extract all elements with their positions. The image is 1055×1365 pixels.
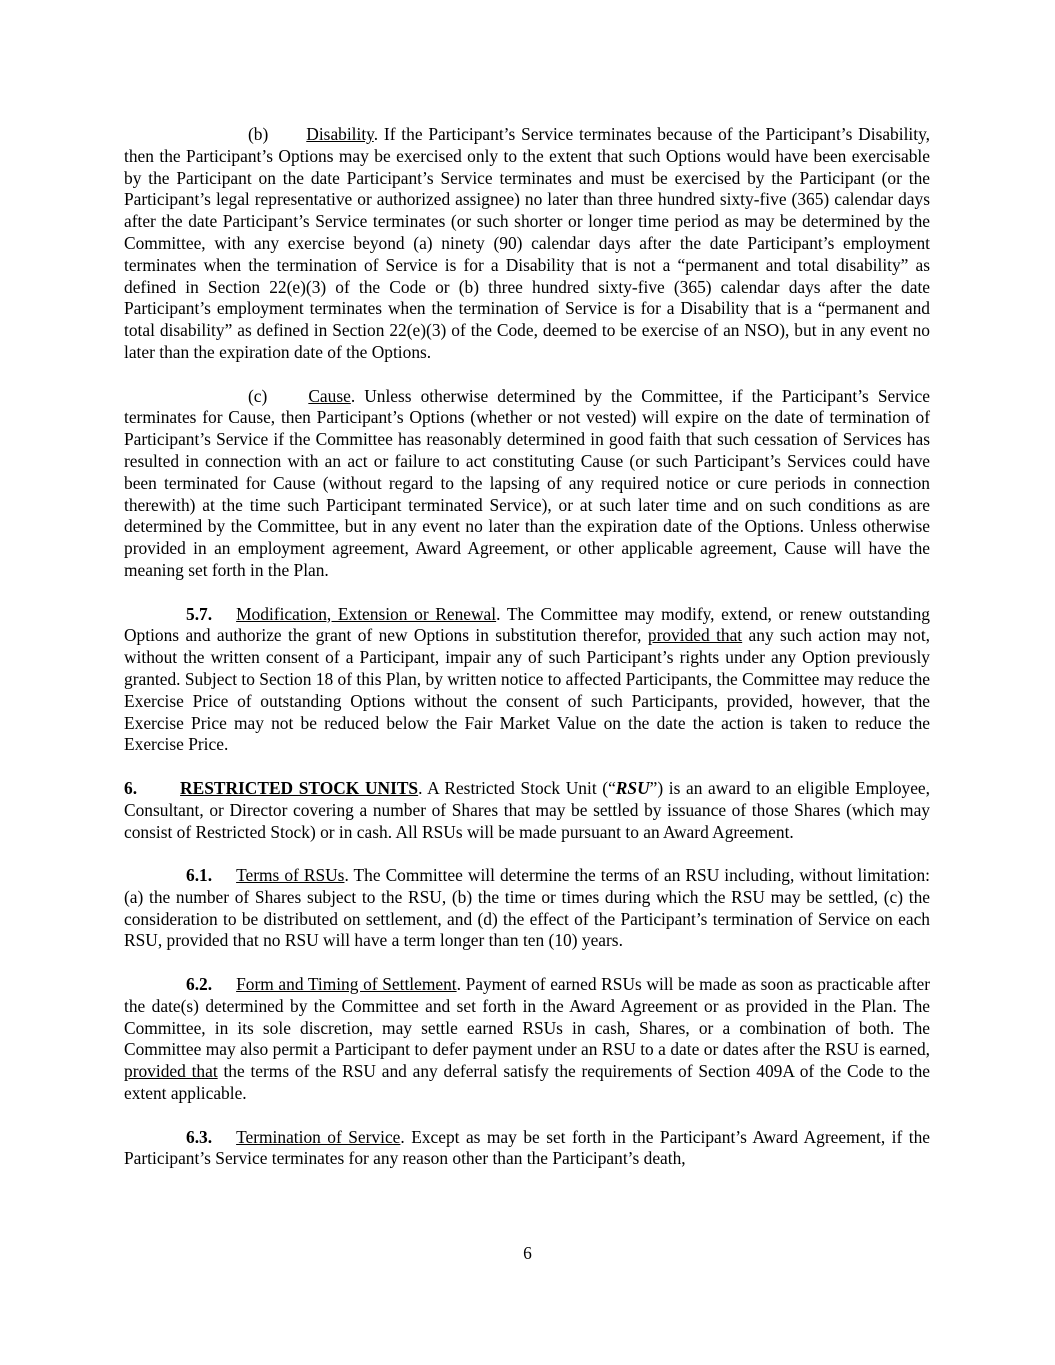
subsection-heading: Cause	[308, 385, 351, 406]
section-number: 6.2.	[186, 974, 213, 995]
section-heading: Termination of Service	[236, 1126, 401, 1147]
section-text: . The Committee will determine the terms of an RSU including, without limitation: (a) the number of Shares subject to the RSU, (b) the time or times during which the RSU may be settled, (c) the consideration to be distributed on settlement, and (d) the effect of the Participant’s termination of Service on each RSU, provided that no RSU will have a term longer than ten (10) years.	[124, 865, 930, 951]
section-6-3	[124, 1127, 930, 1171]
section-number: 6.3.	[186, 1126, 213, 1147]
rsu-defined-term: RSU	[615, 777, 650, 798]
section-text: . Except as may be set forth in the Participant’s Award Agreement, if the Participant’s Service terminates for any reason other than the Participant’s death,	[124, 1126, 930, 1169]
section-text-continued: ”) is an award to an eligible Employee, Consultant, or Director covering a number of Shares that may be settled by issuance of those Shares (which may consist of Restricted Stock) or in cash. All RSUs will be made pursuant to an Award Agreement.	[124, 777, 930, 842]
subsection-c-cause	[124, 386, 930, 582]
section-heading: Form and Timing of Settlement	[236, 974, 457, 995]
section-number: 6.	[124, 777, 138, 798]
provided-that-term: provided that	[124, 1061, 218, 1082]
section-heading: Modification, Extension or Renewal	[236, 603, 497, 624]
section-number: 6.1.	[186, 865, 213, 886]
provided-that-term: provided that	[647, 625, 743, 646]
subsection-b-disability	[124, 124, 930, 364]
subsection-text: . Unless otherwise determined by the Committee, if the Participant’s Service terminates for Cause, then Participant’s Options (whether or not vested) will expire on the date of termination of Participant’s Service if the Committee has reasonably determined in good faith that such cessation of Services has resulted in connection with an act or failure to act constituting Cause (or such Participant’s Services could have been terminated for Cause (without regard to the lapsing of any required notice or cure periods in connection therewith) at the time such Participant terminated Service), or at such later time and on such conditions as are determined by the Committee, but in any event no later than the expiration date of the Options. Unless otherwise provided in an employment agreement, Award Agreement, or other applicable agreement, Cause will have the meaning set forth in the Plan.	[124, 385, 930, 580]
section-number: 5.7.	[186, 603, 213, 624]
section-text: . Payment of earned RSUs will be made as soon as practicable after the date(s) determined by the Committee and set forth in the Award Agreement or as provided in the Plan. The Committee, in its sole discretion, may settle earned RSUs in cash, Shares, or a combination of both. The Committee may also permit a Participant to defer payment under an RSU to a date or dates after the RSU is earned,	[124, 974, 930, 1060]
section-5-7	[124, 604, 930, 757]
section-text-continued: the terms of the RSU and any deferral satisfy the requirements of Section 409A of the Code to the extent applicable.	[124, 1061, 930, 1104]
subsection-heading: Disability	[306, 124, 374, 144]
section-text: . The Committee may modify, extend, or renew outstanding Options and authorize the grant of new Options in substitution therefor,	[124, 603, 931, 646]
subsection-marker: (b)	[248, 124, 269, 144]
page-number: 6	[523, 1243, 532, 1263]
section-heading: RESTRICTED STOCK UNITS	[180, 777, 419, 798]
section-text: . A Restricted Stock Unit (“	[418, 777, 616, 798]
subsection-text: . If the Participant’s Service terminates because of the Participant’s Disability, then the Participant’s Options may be exercised only to the extent that such Options would have been exercisable by the Participant on the date Participant’s Service terminates and must be exercised by the Participant (or the Participant’s legal representative or authorized assignee) no later than three hundred sixty-five (365) calendar days after the date Participant’s Service terminates (or such shorter or longer time period as may be determined by the Committee, with any exercise beyond (a) ninety (90) calendar days after the date Participant’s employment terminates when the termination of Service is for a Disability that is not a “permanent and total disability” as defined in Section 22(e)(3) of the Code or (b) three hundred sixty-five (365) calendar days after the date Participant’s employment terminates when the termination of Service is for a Disability that is a “permanent and total disability” as defined in Section 22(e)(3) of the Code, deemed to be exercise of an NSO), but in any event no later than the expiration date of the Options.	[124, 124, 930, 362]
document-page	[124, 124, 930, 1192]
section-6-rsu	[124, 778, 930, 843]
section-heading: Terms of RSUs	[236, 865, 345, 886]
subsection-marker: (c)	[248, 385, 268, 406]
section-6-2	[124, 974, 930, 1105]
section-6-1	[124, 865, 930, 952]
section-text-continued: any such action may not, without the written consent of a Participant, impair any of such Participant’s rights under any Option previously granted. Subject to Section 18 of this Plan, by written notice to affected Participants, the Committee may reduce the Exercise Price of outstanding Options without the consent of such Participants, provided, however, that the Exercise Price may not be reduced below the Fair Market Value on the date the action is taken to reduce the Exercise Price.	[124, 625, 931, 755]
